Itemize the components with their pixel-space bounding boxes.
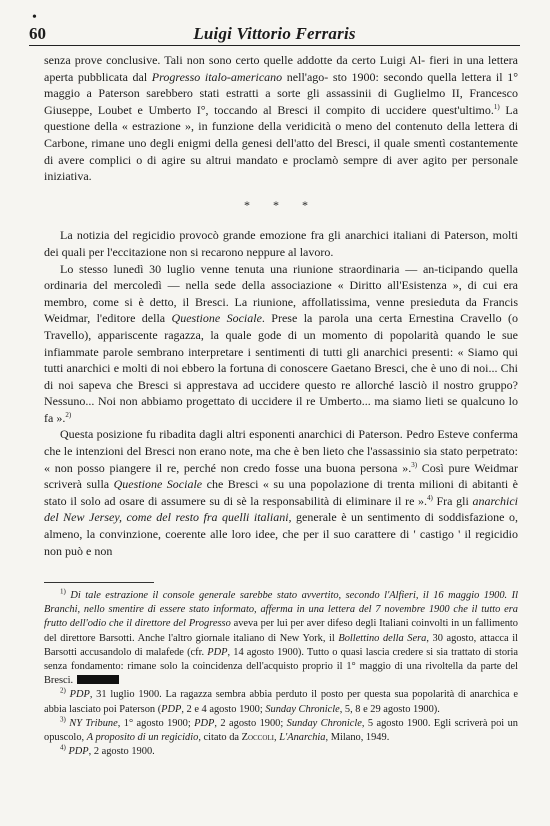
p4-italic: anarchici del New Jersey, come del resto fra quelli italiani, xyxy=(44,493,518,525)
fn2-text: , 5, 8 e 29 agosto 1900). xyxy=(339,703,440,715)
fn2-italic: Sunday Chronicle xyxy=(265,703,340,715)
fn1-text: , 30 agosto, attacca il Barsotti accusandolo di malafede (cfr. xyxy=(44,632,519,658)
footnotes xyxy=(44,582,518,759)
footnote-ref-3: 3) xyxy=(411,460,418,469)
footnote-ref-2: 2) xyxy=(65,410,72,419)
fn3-text: , 5 agosto 1900. Egli scriverà poi un opuscolo, xyxy=(44,717,518,744)
fn1-text: Di tale estrazione il console generale sarebbe stato avvertito, secondo l'Alfieri, il 16 maggio 1900. Il Branchi, nello smentire di essere stato informato, afferma in una lettera del 7 novembre 1900 che il tutto era frutto dell'odio che il direttore del xyxy=(44,590,518,630)
p3-italic: Questione Sociale xyxy=(171,311,262,326)
fn3-italic: Sunday Chronicle xyxy=(286,717,362,729)
p1-line: sto 1900: secondo quella lettera il 1° maggio a Paterson sarebbero stati estratti xyxy=(44,69,519,101)
p1-line: a sorte gli assassinii di Guglielmo II, Francesco Giuseppe, Loubet e Umberto I°, xyxy=(44,86,518,117)
fn3-italic: L'Anarchia xyxy=(279,732,326,744)
footnote-number: 2) xyxy=(60,686,66,695)
p1-line: sempre di aver agito per personale iniziativa. xyxy=(44,152,518,184)
paragraph-2 xyxy=(44,227,518,260)
fn2-italic: PDP xyxy=(65,689,90,701)
fn3-italic: A proposito di un regicidio xyxy=(86,732,199,744)
footnote-number: 3) xyxy=(60,715,66,724)
paragraph-3 xyxy=(44,261,518,427)
p4-italic: Questione Sociale xyxy=(113,477,203,492)
footnote-4 xyxy=(44,745,518,759)
body-text xyxy=(44,52,518,559)
p1-line: « estrazione », in funzione della veridicità o meno del contenuto della lettera xyxy=(121,119,505,134)
p1-line: senza prove conclusive. Tali non sono certo quelle addotte da certo Luigi Al- xyxy=(44,53,426,67)
paragraph-4 xyxy=(44,426,518,559)
footnote-number: 4) xyxy=(60,743,66,752)
fn3-text: , citato da xyxy=(198,732,242,744)
footnote-ref-1: 1) xyxy=(493,102,500,111)
p3-text: . Prese la parola una certa Ernestina Cravello (o Travello), appariscente ragazza, la quale gode di un momento di popolarità quando le sue infiammate parole sembrano interpretare i sentimenti di tutti gli anarchici presenti: « Siamo qui tutti anarchici e molti di noi ebbero la fortuna di conoscere Gaetano Bresci, che è uno di noi... Chi di noi sapeva che Bresci si apprestava ad uccidere questo re allorché lasciò il nostro gruppo? Nessuno... Noi non abbiamo progettato di uccidere il re Umberto... ma siamo lieti se qualcuno lo fa ». xyxy=(44,311,518,425)
fn1-italic: Bollettino della Sera xyxy=(338,632,427,644)
fn3-text: , 1° agosto 1900; xyxy=(117,717,195,729)
fn3-smallcaps: Zoccoli xyxy=(241,732,275,744)
p1-line: toccando al Bresci il compito di uccidere quest'ultimo. xyxy=(214,102,494,117)
fn3-italic: PDP xyxy=(194,717,215,729)
fn2-text: , 2 e 4 agosto 1900; xyxy=(181,703,266,715)
p1-line: smentì costantemente di avere complici o di agire su altrui mandato e proclamò xyxy=(44,135,519,167)
fn3-italic: NY Tribune xyxy=(65,717,118,729)
running-title: Luigi Vittorio Ferraris xyxy=(193,24,356,43)
fn4-italic: PDP xyxy=(65,746,89,758)
redaction-mark xyxy=(77,675,119,684)
p4-text: che Bresci « su una popolazione di trenta milioni di abitanti è stato il solo ad osare di assumere su di sè la responsabilità di eliminare il re ». xyxy=(44,477,519,508)
footnote-rule xyxy=(44,582,154,583)
p1-line: nell'ago- xyxy=(282,69,329,84)
fn3-text: , Milano, 1949. xyxy=(325,732,390,744)
fn1-text: aveva per lui per aver difeso degli Italiani coinvolti in un fallimento del direttore Barsotti. Anche l'altro giornale italiano di New York, il xyxy=(44,618,518,644)
p4-text: Questa posizione fu ribadita dagli altri esponenti anarchici di Paterson. Pedro Esteve conferma che le intenzioni del Bresci non erano note, ma che è ben lieto che l'assassinio sia stato perpetrato: « non posso piangere il re, perché non credo fosse una buona persona ». xyxy=(44,427,518,475)
p1-line: di Carbone, rimane uno degli enigmi della genesi dell'atto del Bresci, il quale xyxy=(44,119,519,150)
footnote-2 xyxy=(44,688,518,716)
footnote-number: 1) xyxy=(60,587,66,596)
section-separator: * * * xyxy=(244,197,318,212)
header-rule xyxy=(29,45,520,46)
page-header xyxy=(29,10,520,46)
p4-text: generale è un sentimento di soddisfazione o, almeno, la convinzione, coerente alle loro idee, che per il suo carattere di ' castigo ' il regicidio non può e non xyxy=(44,510,519,558)
p4-text: Così pure Weidmar scriverà sulla xyxy=(44,460,518,492)
footnote-ref-4: 4) xyxy=(427,493,433,502)
paragraph-1 xyxy=(44,52,518,185)
p3-text: Lo stesso lunedì 30 luglio venne tenuta una riunione straordinaria — an-ticipando quella ordinaria del mercoledì — nella sede della associazione « Diritto all'Esistenza », di cui era membro, come si è detto, il Bresci. La riunione, affollatissima, venne presieduta da Francis Weidmar, l'editore della xyxy=(44,261,518,326)
p1-italic: Progresso italo-americano xyxy=(151,69,283,84)
fn2-italic: PDP xyxy=(161,703,182,715)
p4-text: Fra gli xyxy=(432,493,473,508)
fn3-text: , 2 agosto 1900; xyxy=(214,717,287,729)
fn3-text: , xyxy=(274,732,280,744)
page-number: 60 xyxy=(29,24,46,43)
fn1-italic: PDP xyxy=(207,646,228,658)
header-dot: • xyxy=(32,10,37,25)
p1-line: fieri in una lettera aperta pubblicata dal xyxy=(44,53,519,84)
fn2-text: , 31 luglio 1900. La ragazza sembra abbia perduto il posto per questa sua popolarità di anarchica e abbia lasciato poi Paterson ( xyxy=(44,689,518,715)
fn4-text: , 2 agosto 1900. xyxy=(88,746,155,758)
p2-text: La notizia del regicidio provocò grande emozione fra gli anarchici italiani di Paterson, molti dei quali per l'eccitazione non si recarono neppure al lavoro. xyxy=(44,228,518,259)
footnote-1 xyxy=(44,589,518,688)
fn1-text: , 14 agosto 1900). Tutto o quasi lascia credere si sia trattato di storia senza fondamento: rimane solo la coincidenza dell'acquisto proprio il 1° maggio di una rivoltella da parte del Bresci. xyxy=(44,646,519,687)
footnote-3 xyxy=(44,717,518,745)
fn1-italic: Progresso xyxy=(188,618,231,630)
p1-line: La questione della xyxy=(44,102,519,134)
